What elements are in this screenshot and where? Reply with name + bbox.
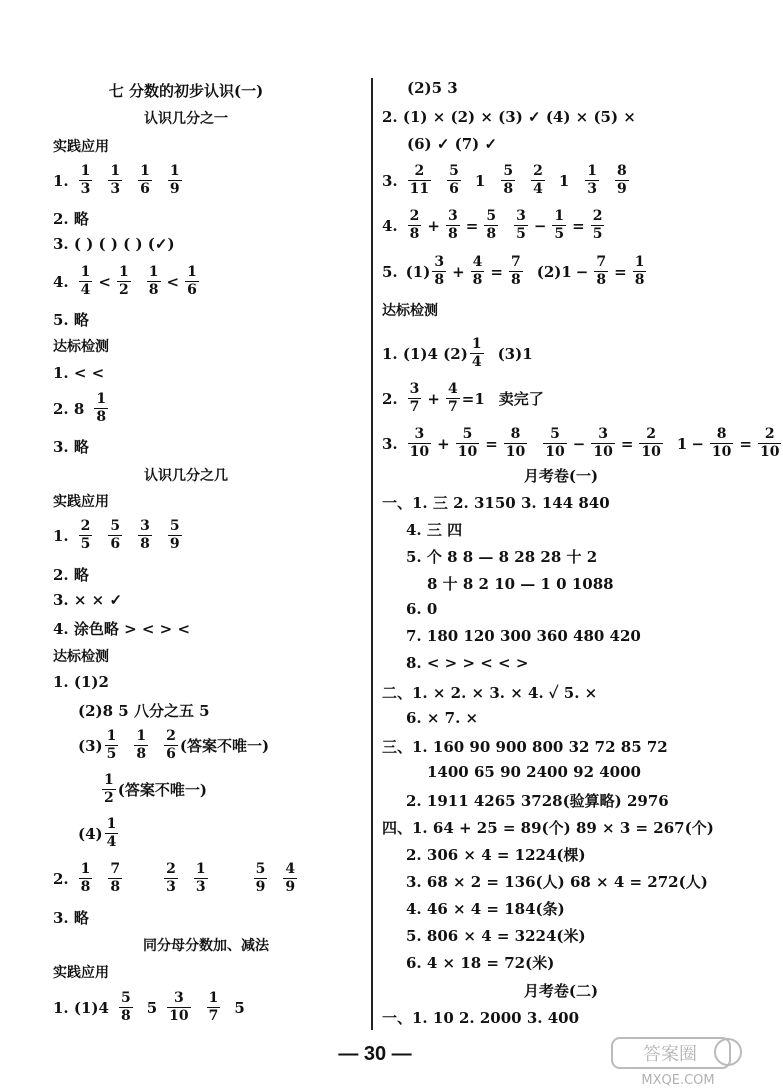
check-row-1: 1. (1)2 bbox=[53, 673, 109, 691]
note-text: (答案不唯一) bbox=[179, 737, 270, 755]
right-row-4 bbox=[382, 163, 643, 198]
plus-sign: + bbox=[452, 262, 465, 281]
fraction: 5 6 bbox=[449, 163, 459, 197]
item-number: 1. bbox=[53, 526, 69, 545]
value: 1 bbox=[676, 434, 688, 453]
answer-row-3: 3. ( ) ( ) ( ) (✓) bbox=[53, 235, 175, 253]
fraction: 1 8 bbox=[96, 391, 107, 425]
m1-line-1: 一、1. 三 2. 3150 3. 144 840 bbox=[382, 494, 610, 512]
sub-label: (3) bbox=[78, 736, 103, 755]
fraction: 3 8 bbox=[140, 518, 150, 552]
answer-row-2: 2. 略 bbox=[53, 210, 89, 228]
item-number: 4. bbox=[53, 272, 69, 291]
fraction: $\frac{4}{7}$ bbox=[448, 381, 458, 415]
plus-sign: + bbox=[427, 216, 440, 235]
fraction: 2 11 bbox=[409, 163, 430, 197]
fraction: 5 8 bbox=[120, 990, 131, 1024]
fraction: 3 7 bbox=[409, 381, 420, 415]
m1-line-3: 5. 个 8 8 — 8 28 28 十 2 bbox=[406, 548, 598, 566]
section-title-unit-fraction: 认识几分之一 bbox=[144, 111, 228, 127]
m1-line-7: 8. < > > < < > bbox=[406, 654, 529, 672]
fraction: 1 8 bbox=[148, 264, 159, 298]
right-row-1: (2)5 3 bbox=[407, 79, 458, 97]
plus-sign: + bbox=[427, 389, 440, 408]
fraction: $\frac{3}{8}$ bbox=[448, 208, 458, 242]
m1-line-17: 5. 806 × 4 = 3224(米) bbox=[406, 927, 586, 945]
practice-heading: 实践应用 bbox=[53, 965, 109, 981]
check-row-2 bbox=[382, 381, 544, 416]
minus-sign: − bbox=[575, 262, 589, 281]
fraction: $\frac{1}{5}$ bbox=[554, 208, 565, 242]
sub-label: (2)1 bbox=[536, 262, 572, 281]
value: 1 bbox=[558, 171, 570, 190]
fraction: 2 3 bbox=[166, 861, 176, 895]
answer-text: 卖完了 bbox=[498, 390, 544, 408]
fraction: 3 10 bbox=[169, 990, 189, 1024]
fraction: 5 9 bbox=[255, 861, 266, 895]
m1-line-15: 3. 68 × 2 = 136(人) 68 × 4 = 272(人) bbox=[406, 873, 708, 891]
right-row-2: 2. (1) × (2) × (3) ✓ (4) × (5) × bbox=[382, 108, 636, 126]
check-row-2 bbox=[53, 861, 311, 896]
check-row-1 bbox=[382, 336, 533, 371]
check-row-1-2: (2)8 5 八分之五 5 bbox=[78, 702, 210, 720]
note-text: (答案不唯一) bbox=[117, 781, 207, 799]
fraction: 5 8 bbox=[503, 163, 514, 197]
equals-sign: = bbox=[465, 216, 479, 235]
item-number: 2. bbox=[382, 389, 398, 408]
answer-row-1 bbox=[53, 518, 196, 553]
fraction: 3 10 bbox=[409, 426, 430, 460]
right-row-3: (6) ✓ (7) ✓ bbox=[407, 135, 498, 153]
check-row-1-4 bbox=[78, 816, 120, 851]
check-row-1-3 bbox=[78, 728, 269, 763]
check-row-2 bbox=[53, 391, 122, 426]
equals-sign: = bbox=[572, 216, 585, 235]
fraction: $\frac{8}{10}$ bbox=[711, 426, 732, 460]
minus-sign: − bbox=[533, 216, 547, 235]
fraction: 1 5 bbox=[106, 728, 117, 762]
plus-sign: + bbox=[437, 434, 450, 453]
answer-text: 1. (1)4 (2) bbox=[382, 344, 468, 363]
check-row-3: 3. 略 bbox=[53, 438, 89, 456]
fraction: $\frac{1}{8}$ bbox=[634, 254, 645, 288]
item-number: 3. bbox=[382, 434, 398, 453]
fraction: 1 4 bbox=[80, 264, 91, 298]
answer-row-4 bbox=[53, 264, 213, 299]
m1-line-11: 1400 65 90 2400 92 4000 bbox=[427, 763, 641, 781]
value: 5 bbox=[234, 998, 245, 1017]
chapter-title: 七 分数的初步认识(一) bbox=[108, 82, 264, 100]
fraction: $\frac{2}{10}$ bbox=[759, 426, 780, 460]
fraction: 1 3 bbox=[80, 163, 91, 197]
fraction: 2 4 bbox=[533, 163, 543, 197]
result: =1 bbox=[461, 389, 485, 408]
sub-label: (1) bbox=[405, 262, 431, 281]
svg-text:MXQE.COM: MXQE.COM bbox=[641, 1073, 715, 1088]
check-row-1: 1. < < bbox=[53, 364, 105, 382]
monthly-test-2-title: 月考卷(二) bbox=[523, 982, 599, 1000]
check-heading: 达标检测 bbox=[53, 649, 109, 665]
sub-label: (4) bbox=[78, 824, 103, 843]
svg-text:答案圈: 答案圈 bbox=[643, 1044, 697, 1065]
m2-line-1: 一、1. 10 2. 2000 3. 400 bbox=[382, 1009, 580, 1027]
m1-line-10: 三、1. 160 90 900 800 32 72 85 72 bbox=[382, 738, 668, 756]
check-row-1-3b bbox=[100, 772, 207, 807]
fraction: 1 9 bbox=[169, 163, 180, 197]
fraction: 3 8 bbox=[434, 254, 445, 288]
m1-line-5: 6. 0 bbox=[406, 600, 438, 618]
check-heading: 达标检测 bbox=[382, 303, 438, 319]
fraction: 1 7 bbox=[208, 990, 219, 1024]
fraction: $\frac{2}{10}$ bbox=[641, 426, 661, 460]
fraction: $\frac{2}{5}$ bbox=[592, 208, 603, 242]
item-number: 5. bbox=[382, 262, 398, 281]
right-row-5 bbox=[382, 208, 606, 243]
fraction: 1 6 bbox=[140, 163, 150, 197]
item-number: 3. bbox=[382, 171, 398, 190]
compare-sign: < bbox=[98, 272, 111, 291]
fraction: 1 4 bbox=[471, 336, 482, 370]
m1-line-8: 二、1. × 2. × 3. × 4. ✓ 5. × bbox=[382, 684, 598, 702]
equals-sign: = bbox=[620, 434, 634, 453]
answer-row-5: 5. 略 bbox=[53, 311, 89, 329]
m1-line-6: 7. 180 120 300 360 480 420 bbox=[406, 627, 641, 645]
check-heading: 达标检测 bbox=[53, 339, 109, 355]
item-number: 1. bbox=[53, 171, 69, 190]
answer-row-1 bbox=[53, 990, 245, 1025]
fraction: 1 3 bbox=[110, 163, 121, 197]
fraction: 2 5 bbox=[80, 518, 91, 552]
section-title-add-subtract: 同分母分数加、减法 bbox=[143, 938, 269, 954]
fraction: 1 8 bbox=[136, 728, 147, 762]
m1-line-14: 2. 306 × 4 = 1224(棵) bbox=[406, 846, 586, 864]
fraction: 1 4 bbox=[106, 816, 117, 850]
fraction: $\frac{4}{8}$ bbox=[472, 254, 483, 288]
equals-sign: = bbox=[485, 434, 498, 453]
column-divider bbox=[371, 78, 373, 1030]
answer-text: (3)1 bbox=[497, 344, 533, 363]
fraction: 5 10 bbox=[545, 426, 565, 460]
fraction: 3 5 bbox=[516, 208, 526, 242]
fraction: 2 8 bbox=[409, 208, 420, 242]
m1-line-18: 6. 4 × 18 = 72(米) bbox=[406, 954, 555, 972]
section-title-fractions: 认识几分之几 bbox=[144, 468, 228, 484]
minus-sign: − bbox=[572, 434, 586, 453]
fraction: 1 2 bbox=[104, 772, 114, 806]
fraction: 8 9 bbox=[617, 163, 627, 197]
fraction: 1 2 bbox=[119, 264, 129, 298]
answer-row-1 bbox=[53, 163, 196, 198]
watermark-logo bbox=[610, 1034, 746, 1088]
item-number: 1. (1)4 bbox=[53, 998, 109, 1017]
equals-sign: = bbox=[614, 262, 627, 281]
equals-sign: = bbox=[490, 262, 503, 281]
fraction: 4 9 bbox=[285, 861, 296, 895]
value: 1 bbox=[474, 171, 486, 190]
fraction: $\frac{7}{8}$ bbox=[596, 254, 607, 288]
right-row-6 bbox=[382, 254, 648, 289]
page-number: — 30 — bbox=[338, 1043, 412, 1065]
m1-line-9: 6. × 7. × bbox=[406, 709, 479, 727]
practice-heading: 实践应用 bbox=[53, 139, 109, 155]
m1-line-13: 四、1. 64 + 25 = 89(个) 89 × 3 = 267(个) bbox=[382, 819, 714, 837]
m1-line-12: 2. 1911 4265 3728(验算略) 2976 bbox=[406, 792, 669, 810]
item-number: 4. bbox=[382, 216, 398, 235]
fraction: 2 6 bbox=[166, 728, 176, 762]
minus-sign: − bbox=[691, 434, 704, 453]
fraction: 5 6 bbox=[110, 518, 121, 552]
equals-sign: = bbox=[739, 434, 752, 453]
fraction: $\frac{5}{8}$ bbox=[486, 208, 497, 242]
fraction: 7 8 bbox=[110, 861, 121, 895]
fraction: $\frac{7}{8}$ bbox=[510, 254, 521, 288]
fraction: $\frac{5}{10}$ bbox=[457, 426, 478, 460]
m1-line-4: 8 十 8 2 10 — 1 0 1088 bbox=[427, 575, 614, 593]
answer-row-2: 2. 略 bbox=[53, 566, 89, 584]
practice-heading: 实践应用 bbox=[53, 494, 109, 510]
item-number: 2. 8 bbox=[53, 399, 85, 418]
check-row-3 bbox=[382, 426, 783, 461]
value: 5 bbox=[146, 998, 158, 1017]
check-row-3: 3. 略 bbox=[53, 909, 89, 927]
fraction: 5 9 bbox=[169, 518, 180, 552]
fraction: 1 8 bbox=[80, 861, 91, 895]
fraction: 1 3 bbox=[195, 861, 206, 895]
m1-line-16: 4. 46 × 4 = 184(条) bbox=[406, 900, 565, 918]
fraction: $\frac{3}{10}$ bbox=[593, 426, 613, 460]
fraction: $\frac{8}{10}$ bbox=[505, 426, 526, 460]
answer-row-3: 3. × × ✓ bbox=[53, 591, 123, 609]
monthly-test-1-title: 月考卷(一) bbox=[523, 467, 599, 485]
item-number: 2. bbox=[53, 869, 69, 888]
compare-sign: < bbox=[166, 272, 180, 291]
fraction: 1 6 bbox=[187, 264, 197, 298]
fraction: 1 3 bbox=[587, 163, 598, 197]
m1-line-2: 4. 三 四 bbox=[406, 521, 463, 539]
answer-row-4: 4. 涂色略 > < > < bbox=[53, 620, 191, 638]
